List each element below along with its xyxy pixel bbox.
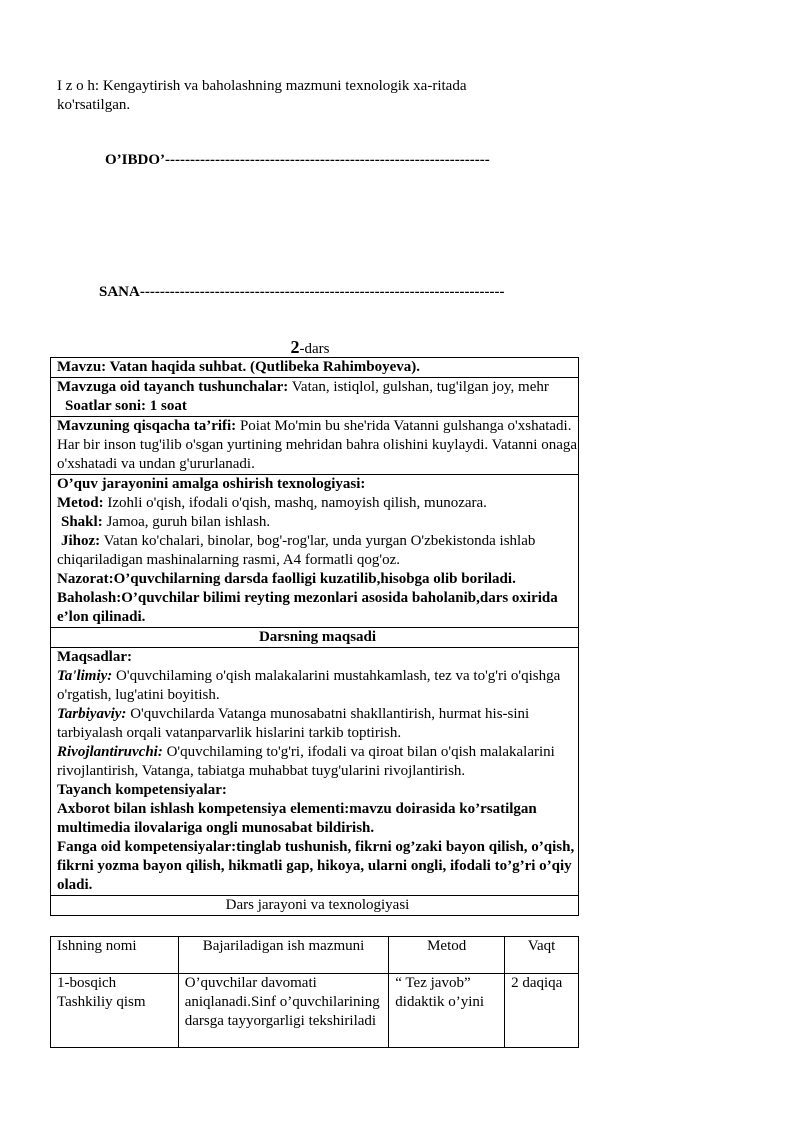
key-concepts-row: [51, 378, 579, 417]
equipment-label: Jihoz:: [61, 533, 101, 549]
goals-row: [51, 648, 579, 896]
form-text: Jamoa, guruh bilan ishlash.: [102, 514, 271, 530]
assessment-line: Baholash:O’quvchilar bilimi reyting mezonlari asosida baholanib,dars oxirida e’lon qilinadi.: [57, 590, 558, 625]
competency-info: Axborot bilan ishlash kompetensiya elementi:mavzu doirasida ko’rsatilgan multimedia ilovalariga ongli munosabat bildirish.: [57, 801, 537, 836]
method-line: [57, 494, 578, 513]
lesson-suffix: -dars: [299, 341, 330, 357]
goal-header: Darsning maqsadi: [51, 628, 579, 648]
competency-subject: Fanga oid kompetensiyalar:tinglab tushunish, fikrni og’zaki bayon qilish, o’qish, fikrni yozma bayon qilish, hikmatli gap, hikoya, ularni ongli, ifodali to’g’ri o’qiy oladi.: [57, 839, 575, 893]
method-label: Metod:: [57, 495, 104, 511]
topic-row: [51, 358, 579, 378]
key-concepts-label: Mavzuga oid tayanch tushunchalar:: [57, 379, 289, 395]
method-text: Izohli o'qish, ifodali o'qish, mashq, namoyish qilish, munozara.: [103, 495, 487, 511]
summary-text: Poiat Mo'min bu she'rida Vatanni gulshanga o'xshatadi. Har bir inson tug'ilib o'sgan yurtining mehridan bahra olishini kuylaydi. Vatanni onaga o'xshatadi va undan g'ururlanadi.: [57, 418, 578, 472]
process-header-row: [51, 896, 579, 916]
equipment-line: [57, 532, 578, 570]
table-row: [51, 974, 579, 1048]
educational-goal: [57, 667, 578, 705]
key-concepts-text: Vatan, istiqlol, gulshan, tug'ilgan joy, mehr: [288, 379, 549, 395]
time-cell: 2 daqiqa: [505, 974, 579, 1048]
summary-label: Mavzuning qisqacha ta’rifi:: [57, 418, 237, 434]
col-content-header: Bajariladigan ish mazmuni: [178, 937, 389, 974]
technology-row: [51, 475, 579, 628]
process-header-cells: [51, 937, 579, 974]
equipment-text: Vatan ko'chalari, binolar, bog'-rog'lar, unda yurgan O'zbekistonda ishlab chiqariladigan mashinalarning rasmi, A4 formatli qog'oz.: [57, 533, 536, 568]
upbringing-goal: [57, 705, 578, 743]
upbringing-label: Tarbiyaviy:: [57, 706, 127, 722]
date-signature-line: SANA-------------------------------------------------------------------------: [99, 284, 505, 300]
educational-text: O'quvchilaming o'qish malakalarini mustahkamlash, tez va to'g'ri o'qishga o'rgatish, lug'atini boyitish.: [57, 668, 561, 703]
educational-label: Ta'limiy:: [57, 668, 113, 684]
competencies-heading: Tayanch kompetensiyalar:: [57, 782, 227, 798]
col-stage-header: Ishning nomi: [51, 937, 179, 974]
lesson-title: [0, 338, 620, 359]
stage-cell: 1-bosqich Tashkiliy qism: [51, 974, 179, 1048]
form-label: Shakl:: [61, 514, 103, 530]
developmental-label: Rivojlantiruvchi:: [57, 744, 163, 760]
col-method-header: Metod: [389, 937, 505, 974]
form-line: [57, 513, 578, 532]
lesson-number: 2: [290, 337, 300, 357]
technology-heading: O’quv jarayonini amalga oshirish texnologiyasi:: [57, 476, 366, 492]
summary-row: [51, 417, 579, 475]
upbringing-text: O'quvchilarda Vatanga munosabatni shakllantirish, hurmat his-sini tarbiyalash orqali vatanparvarlik hislarini tarkib toptirish.: [57, 706, 530, 741]
goals-heading: Maqsadlar:: [57, 649, 132, 665]
key-concepts: [57, 378, 578, 397]
developmental-text: O'quvchilaming to'g'ri, ifodali va qiroat bilan o'qish malakalarini rivojlantirish, Vatanga, tabiatga muhabbat tuyg'ularini rivojlantirish.: [57, 744, 555, 779]
process-table: [50, 936, 579, 1048]
process-header: Dars jarayoni va texnologiyasi: [51, 896, 579, 916]
control-line: Nazorat:O’quvchilarning darsda faolligi kuzatilib,hisobga olib boriladi.: [57, 571, 516, 587]
director-signature-line: O’IBDO’-----------------------------------------------------------------: [105, 152, 490, 168]
content-cell: O’quvchilar davomati aniqlanadi.Sinf o’quvchilarining darsga tayyorgarligi tekshiriladi: [178, 974, 389, 1048]
developmental-goal: [57, 743, 578, 781]
col-time-header: Vaqt: [505, 937, 579, 974]
hours: Soatlar soni: 1 soat: [65, 398, 187, 414]
lesson-plan-table: [50, 357, 579, 916]
method-cell: “ Tez javob” didaktik o’yini: [389, 974, 505, 1048]
topic: Mavzu: Vatan haqida suhbat. (Qutlibeka Rahimboyeva).: [51, 358, 579, 378]
goal-header-row: [51, 628, 579, 648]
summary: [51, 417, 579, 475]
note-text: I z o h: Kengaytirish va baholashning mazmuni texnologik xa-ritada ko'rsatilgan.: [57, 78, 467, 113]
